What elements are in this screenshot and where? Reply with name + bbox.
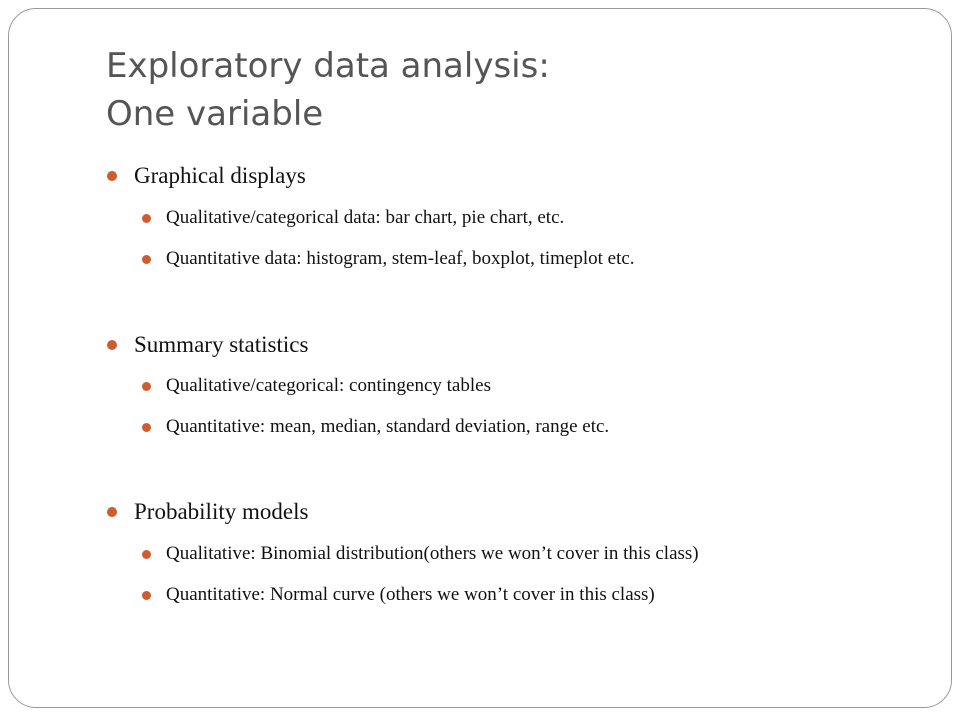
bullet-text: Qualitative/categorical: contingency tables — [166, 375, 491, 396]
bullet-dot-icon — [142, 255, 151, 264]
bullet-text: Qualitative/categorical data: bar chart, pie chart, etc. — [166, 207, 565, 228]
bullet-dot-icon — [142, 423, 151, 432]
bullet-text: Qualitative: Binomial distribution(others we won’t cover in this class) — [166, 543, 699, 564]
bullet-text: Quantitative: Normal curve (others we won’t cover in this class) — [166, 584, 655, 605]
slide-title-line-2: One variable — [106, 94, 324, 134]
bullet-text: Quantitative: mean, median, standard deviation, range etc. — [166, 416, 610, 437]
sub-bullet-qualitative-summary — [166, 373, 491, 399]
slide-title-line-1: Exploratory data analysis: — [106, 46, 550, 86]
bullet-dot-icon — [107, 507, 117, 517]
bullet-dot-icon — [107, 340, 117, 350]
bullet-dot-icon — [142, 214, 151, 223]
bullet-dot-icon — [142, 382, 151, 391]
bullet-summary-statistics — [134, 330, 308, 360]
sub-bullet-quantitative-probability — [166, 582, 655, 608]
sub-bullet-qualitative-probability — [166, 541, 699, 567]
bullet-text: Graphical displays — [134, 163, 306, 188]
bullet-dot-icon — [107, 171, 117, 181]
sub-bullet-quantitative-summary — [166, 414, 609, 440]
bullet-graphical-displays — [134, 161, 306, 191]
bullet-text: Quantitative data: histogram, stem-leaf, boxplot, timeplot etc. — [166, 248, 635, 269]
bullet-dot-icon — [142, 550, 151, 559]
bullet-text: Probability models — [134, 499, 309, 524]
bullet-dot-icon — [142, 591, 151, 600]
sub-bullet-quantitative-graphical — [166, 246, 635, 272]
bullet-text: Summary statistics — [134, 332, 309, 357]
sub-bullet-qualitative-graphical — [166, 205, 564, 231]
bullet-probability-models — [134, 497, 308, 527]
